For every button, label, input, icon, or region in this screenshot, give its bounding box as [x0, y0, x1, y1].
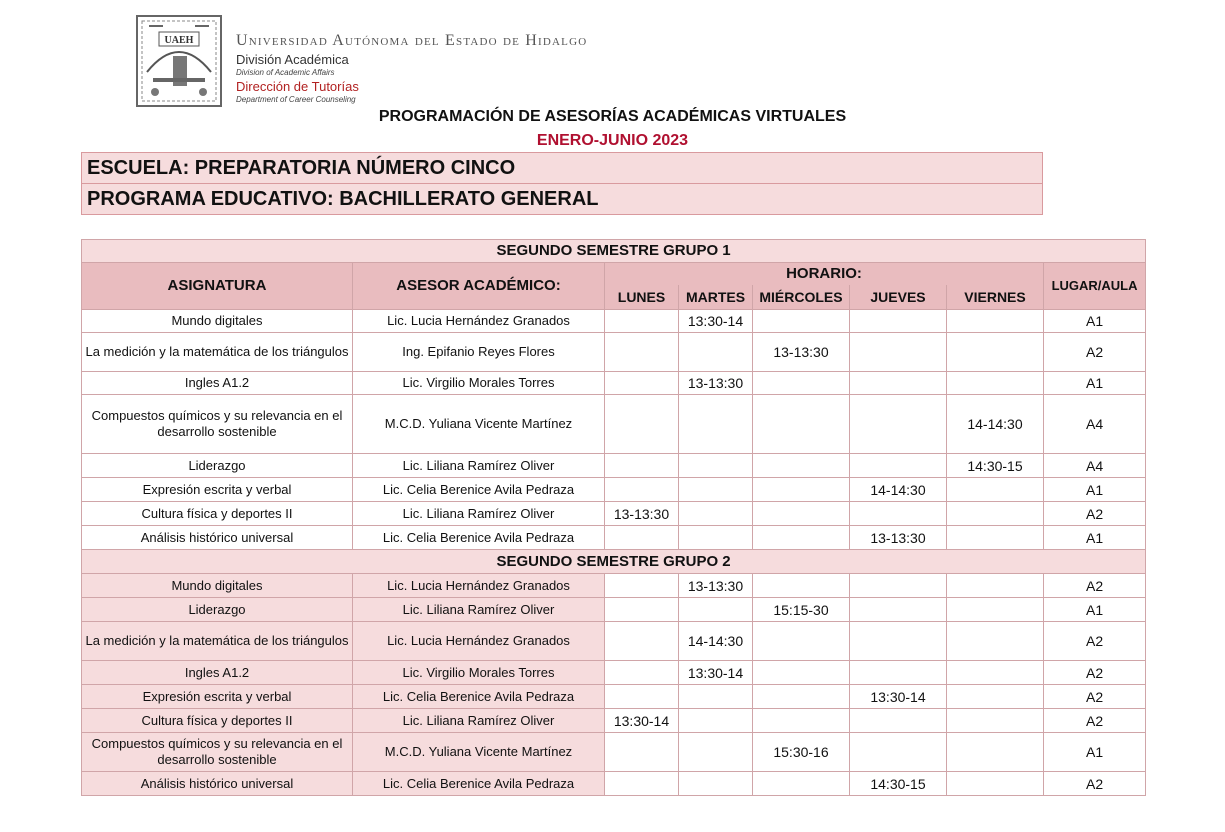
document-subtitle: ENERO-JUNIO 2023: [536, 132, 689, 149]
subject-cell: Ingles A1.2: [82, 661, 353, 685]
table-row: [82, 574, 1146, 598]
time-cell: [850, 709, 947, 733]
time-cell: [753, 454, 850, 478]
time-cell: [605, 574, 679, 598]
place-cell: A1: [1044, 733, 1146, 772]
advisor-cell: Lic. Virgilio Morales Torres: [353, 372, 605, 395]
place-cell: A1: [1044, 372, 1146, 395]
table-row: [82, 372, 1146, 395]
time-cell: 13-13:30: [679, 574, 753, 598]
time-cell: [605, 395, 679, 454]
header-schedule: HORARIO:: [605, 263, 1044, 286]
header-day: JUEVES: [850, 285, 947, 310]
division-name: División Académica: [236, 52, 349, 67]
time-cell: [605, 526, 679, 550]
time-cell: [679, 333, 753, 372]
subject-cell: La medición y la matemática de los triángulos: [82, 333, 353, 372]
subject-cell: La medición y la matemática de los triángulos: [82, 622, 353, 661]
time-cell: [947, 685, 1044, 709]
header-day: MARTES: [679, 285, 753, 310]
advisor-cell: Lic. Liliana Ramírez Oliver: [353, 709, 605, 733]
schedule-table: [81, 239, 1146, 796]
time-cell: [753, 685, 850, 709]
time-cell: [679, 395, 753, 454]
group-title: SEGUNDO SEMESTRE GRUPO 2: [82, 550, 1146, 574]
time-cell: [947, 526, 1044, 550]
advisor-cell: Lic. Lucia Hernández Granados: [353, 622, 605, 661]
group-title-row: [82, 240, 1146, 263]
time-cell: [679, 454, 753, 478]
subject-cell: Ingles A1.2: [82, 372, 353, 395]
time-cell: [753, 310, 850, 333]
table-row: [82, 772, 1146, 796]
subject-cell: Análisis histórico universal: [82, 526, 353, 550]
time-cell: [947, 661, 1044, 685]
time-cell: [947, 622, 1044, 661]
subject-cell: Liderazgo: [82, 454, 353, 478]
time-cell: 13:30-14: [679, 661, 753, 685]
time-cell: [753, 372, 850, 395]
advisor-cell: Lic. Virgilio Morales Torres: [353, 661, 605, 685]
time-cell: [947, 372, 1044, 395]
time-cell: [947, 333, 1044, 372]
time-cell: [850, 733, 947, 772]
time-cell: [850, 502, 947, 526]
subject-cell: Liderazgo: [82, 598, 353, 622]
time-cell: [679, 685, 753, 709]
time-cell: [753, 526, 850, 550]
time-cell: [679, 502, 753, 526]
advisor-cell: Lic. Celia Berenice Avila Pedraza: [353, 685, 605, 709]
place-cell: A2: [1044, 622, 1146, 661]
time-cell: [947, 478, 1044, 502]
time-cell: [947, 502, 1044, 526]
time-cell: [850, 454, 947, 478]
table-row: [82, 310, 1146, 333]
advisor-cell: Lic. Liliana Ramírez Oliver: [353, 598, 605, 622]
uaeh-logo: [133, 12, 225, 110]
time-cell: 14:30-15: [850, 772, 947, 796]
table-row: [82, 709, 1146, 733]
group-title: SEGUNDO SEMESTRE GRUPO 1: [82, 240, 1146, 263]
place-cell: A1: [1044, 598, 1146, 622]
place-cell: A2: [1044, 709, 1146, 733]
subject-cell: Mundo digitales: [82, 574, 353, 598]
place-cell: A2: [1044, 333, 1146, 372]
time-cell: [679, 598, 753, 622]
place-cell: A1: [1044, 526, 1146, 550]
header-advisor: ASESOR ACADÉMICO:: [353, 263, 605, 310]
advisor-cell: M.C.D. Yuliana Vicente Martínez: [353, 395, 605, 454]
time-cell: [753, 622, 850, 661]
document-title: PROGRAMACIÓN DE ASESORÍAS ACADÉMICAS VIRTUALES: [378, 108, 847, 125]
place-cell: A2: [1044, 574, 1146, 598]
time-cell: 13-13:30: [679, 372, 753, 395]
direction-name-en: Department of Career Counseling: [236, 95, 356, 104]
table-row: [82, 454, 1146, 478]
time-cell: [947, 772, 1044, 796]
table-row: [82, 395, 1146, 454]
time-cell: 13-13:30: [605, 502, 679, 526]
direction-name: Dirección de Tutorías: [236, 79, 359, 94]
table-row: [82, 733, 1146, 772]
time-cell: [605, 372, 679, 395]
subject-cell: Expresión escrita y verbal: [82, 478, 353, 502]
header-row: [82, 263, 1146, 286]
header-subject: ASIGNATURA: [82, 263, 353, 310]
table-row: [82, 661, 1146, 685]
time-cell: [753, 661, 850, 685]
time-cell: [850, 333, 947, 372]
time-cell: [850, 310, 947, 333]
time-cell: [947, 733, 1044, 772]
time-cell: 14-14:30: [679, 622, 753, 661]
time-cell: [679, 478, 753, 502]
time-cell: [605, 478, 679, 502]
time-cell: [679, 526, 753, 550]
table-row: [82, 333, 1146, 372]
svg-text:UAEH: UAEH: [164, 35, 194, 46]
time-cell: 13-13:30: [850, 526, 947, 550]
place-cell: A2: [1044, 661, 1146, 685]
time-cell: [605, 772, 679, 796]
time-cell: [850, 598, 947, 622]
subject-cell: Expresión escrita y verbal: [82, 685, 353, 709]
time-cell: [753, 478, 850, 502]
advisor-cell: M.C.D. Yuliana Vicente Martínez: [353, 733, 605, 772]
advisor-cell: Lic. Celia Berenice Avila Pedraza: [353, 526, 605, 550]
time-cell: [947, 709, 1044, 733]
place-cell: A4: [1044, 395, 1146, 454]
time-cell: [605, 310, 679, 333]
subject-cell: Cultura física y deportes II: [82, 709, 353, 733]
time-cell: [850, 622, 947, 661]
advisor-cell: Ing. Epifanio Reyes Flores: [353, 333, 605, 372]
subject-cell: Compuestos químicos y su relevancia en el desarrollo sostenible: [82, 395, 353, 454]
time-cell: [753, 502, 850, 526]
time-cell: [605, 622, 679, 661]
time-cell: [850, 574, 947, 598]
time-cell: [605, 661, 679, 685]
advisor-cell: Lic. Lucia Hernández Granados: [353, 310, 605, 333]
place-cell: A1: [1044, 478, 1146, 502]
subject-cell: Compuestos químicos y su relevancia en el desarrollo sostenible: [82, 733, 353, 772]
table-row: [82, 526, 1146, 550]
time-cell: [850, 372, 947, 395]
table-row: [82, 598, 1146, 622]
time-cell: [850, 661, 947, 685]
school-name: ESCUELA: PREPARATORIA NÚMERO CINCO: [82, 153, 1043, 184]
time-cell: [605, 454, 679, 478]
time-cell: [605, 598, 679, 622]
time-cell: 14:30-15: [947, 454, 1044, 478]
info-table: [81, 152, 1043, 215]
time-cell: [679, 733, 753, 772]
place-cell: A2: [1044, 772, 1146, 796]
header-day: MIÉRCOLES: [753, 285, 850, 310]
time-cell: 15:15-30: [753, 598, 850, 622]
time-cell: [753, 395, 850, 454]
header-day: LUNES: [605, 285, 679, 310]
subject-cell: Cultura física y deportes II: [82, 502, 353, 526]
group-title-row: [82, 550, 1146, 574]
time-cell: 15:30-16: [753, 733, 850, 772]
table-row: [82, 622, 1146, 661]
time-cell: 13:30-14: [679, 310, 753, 333]
time-cell: 13-13:30: [753, 333, 850, 372]
time-cell: [947, 310, 1044, 333]
time-cell: [753, 709, 850, 733]
place-cell: A4: [1044, 454, 1146, 478]
advisor-cell: Lic. Lucia Hernández Granados: [353, 574, 605, 598]
time-cell: [947, 598, 1044, 622]
university-name: Universidad Autónoma del Estado de Hidalgo: [236, 32, 588, 49]
advisor-cell: Lic. Celia Berenice Avila Pedraza: [353, 772, 605, 796]
time-cell: 13:30-14: [850, 685, 947, 709]
time-cell: 14-14:30: [850, 478, 947, 502]
time-cell: [679, 772, 753, 796]
time-cell: 14-14:30: [947, 395, 1044, 454]
table-row: [82, 502, 1146, 526]
place-cell: A2: [1044, 502, 1146, 526]
time-cell: [850, 395, 947, 454]
time-cell: [605, 333, 679, 372]
time-cell: [947, 574, 1044, 598]
program-name: PROGRAMA EDUCATIVO: BACHILLERATO GENERAL: [82, 184, 1043, 215]
division-name-en: Division of Academic Affairs: [236, 68, 335, 77]
advisor-cell: Lic. Celia Berenice Avila Pedraza: [353, 478, 605, 502]
place-cell: A1: [1044, 310, 1146, 333]
place-cell: A2: [1044, 685, 1146, 709]
header-place: LUGAR/AULA: [1044, 263, 1146, 310]
subject-cell: Análisis histórico universal: [82, 772, 353, 796]
time-cell: [753, 772, 850, 796]
table-row: [82, 478, 1146, 502]
subject-cell: Mundo digitales: [82, 310, 353, 333]
time-cell: [679, 709, 753, 733]
advisor-cell: Lic. Liliana Ramírez Oliver: [353, 502, 605, 526]
time-cell: [605, 685, 679, 709]
time-cell: 13:30-14: [605, 709, 679, 733]
advisor-cell: Lic. Liliana Ramírez Oliver: [353, 454, 605, 478]
time-cell: [605, 733, 679, 772]
header-day: VIERNES: [947, 285, 1044, 310]
time-cell: [753, 574, 850, 598]
table-row: [82, 685, 1146, 709]
